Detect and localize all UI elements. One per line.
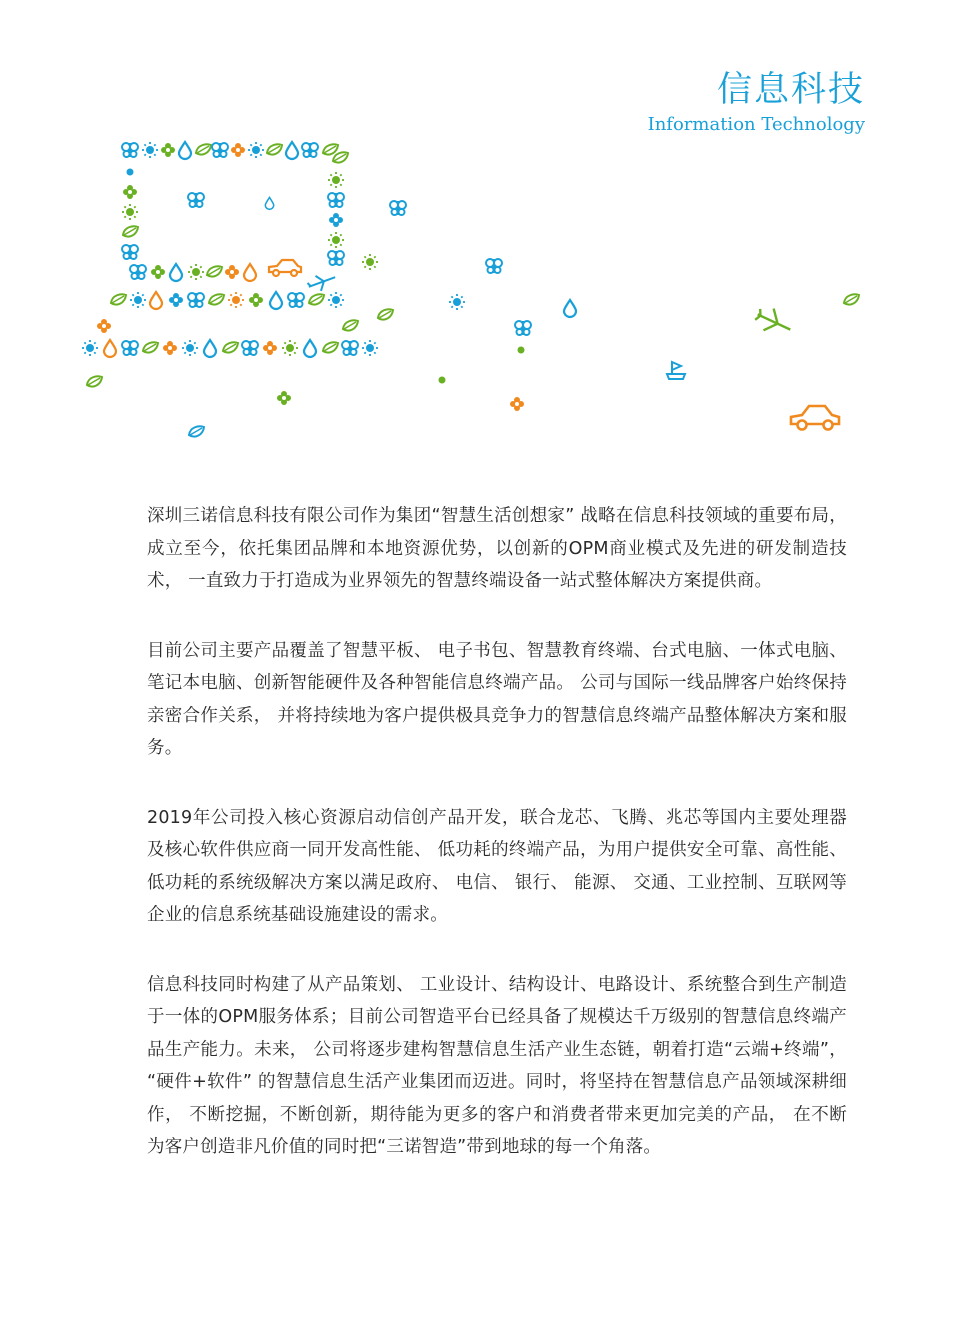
page-title: 信息科技 [716, 70, 865, 110]
laptop-illustration [0, 120, 980, 460]
page-subtitle: Information Technology [647, 114, 865, 135]
paragraph-products: 目前公司主要产品覆盖了智慧平板、 电子书包、智慧教育终端、台式电脑、一体式电脑、笔记本电脑、创新智能硬件及各种智能信息终端产品。 公司与国际一线品牌客户始终保持亲密合作关系， 并将持续地为客户提供极具竞争力的智慧信息终端产品整体解决方案和服务。 [147, 640, 847, 758]
paragraph-xinchuang: 2019年公司投入核心资源启动信创产品开发，联合龙芯、飞腾、兆芯等国内主要处理器及核心软件供应商一同开发高性能、 低功耗的终端产品，为用户提供安全可靠、高性能、 低功耗的系统级解决方案以满足政府、 电信、 银行、 能源、 交通、工业控制、互联网等企业的信息系统基础设施建设的需求。 [147, 807, 847, 925]
leaf-icon [87, 376, 102, 386]
water-drop-icon [564, 300, 576, 317]
article-body [147, 500, 847, 1201]
laptop-icon [82, 142, 378, 357]
airplane-icon [306, 270, 338, 295]
airplane-icon [753, 304, 796, 341]
ship-icon [667, 362, 685, 379]
paragraph-future: 信息科技同时构建了从产品策划、 工业设计、结构设计、电路设计、系统整合到生产制造于一体的OPM服务体系；目前公司智造平台已经具备了规模达千万级别的智慧信息终端产品生产能力。未来， 公司将逐步建构智慧信息生活产业生态链，朝着打造“云端+终端”， “硬件+软件” 的智慧信息生活产业集团而迈进。同时，将坚持在智慧信息产品领域深耕细作， 不断挖掘，不断创新，期待能为更多的客户和消费者带来更加完美的产品， 在不断为客户创造非凡价值的同时把“三诺智造”带到地球的每一个角落。 [147, 974, 847, 1157]
car-icon [791, 406, 839, 430]
car-icon [269, 260, 301, 276]
paragraph-intro: 深圳三诺信息科技有限公司作为集团“智慧生活创想家” 战略在信息科技领域的重要布局，成立至今，依托集团品牌和本地资源优势，以创新的OPM商业模式及先进的研发制造技术， 一直致力于打造成为业界领先的智慧终端设备一站式整体解决方案提供商。 [147, 506, 847, 591]
